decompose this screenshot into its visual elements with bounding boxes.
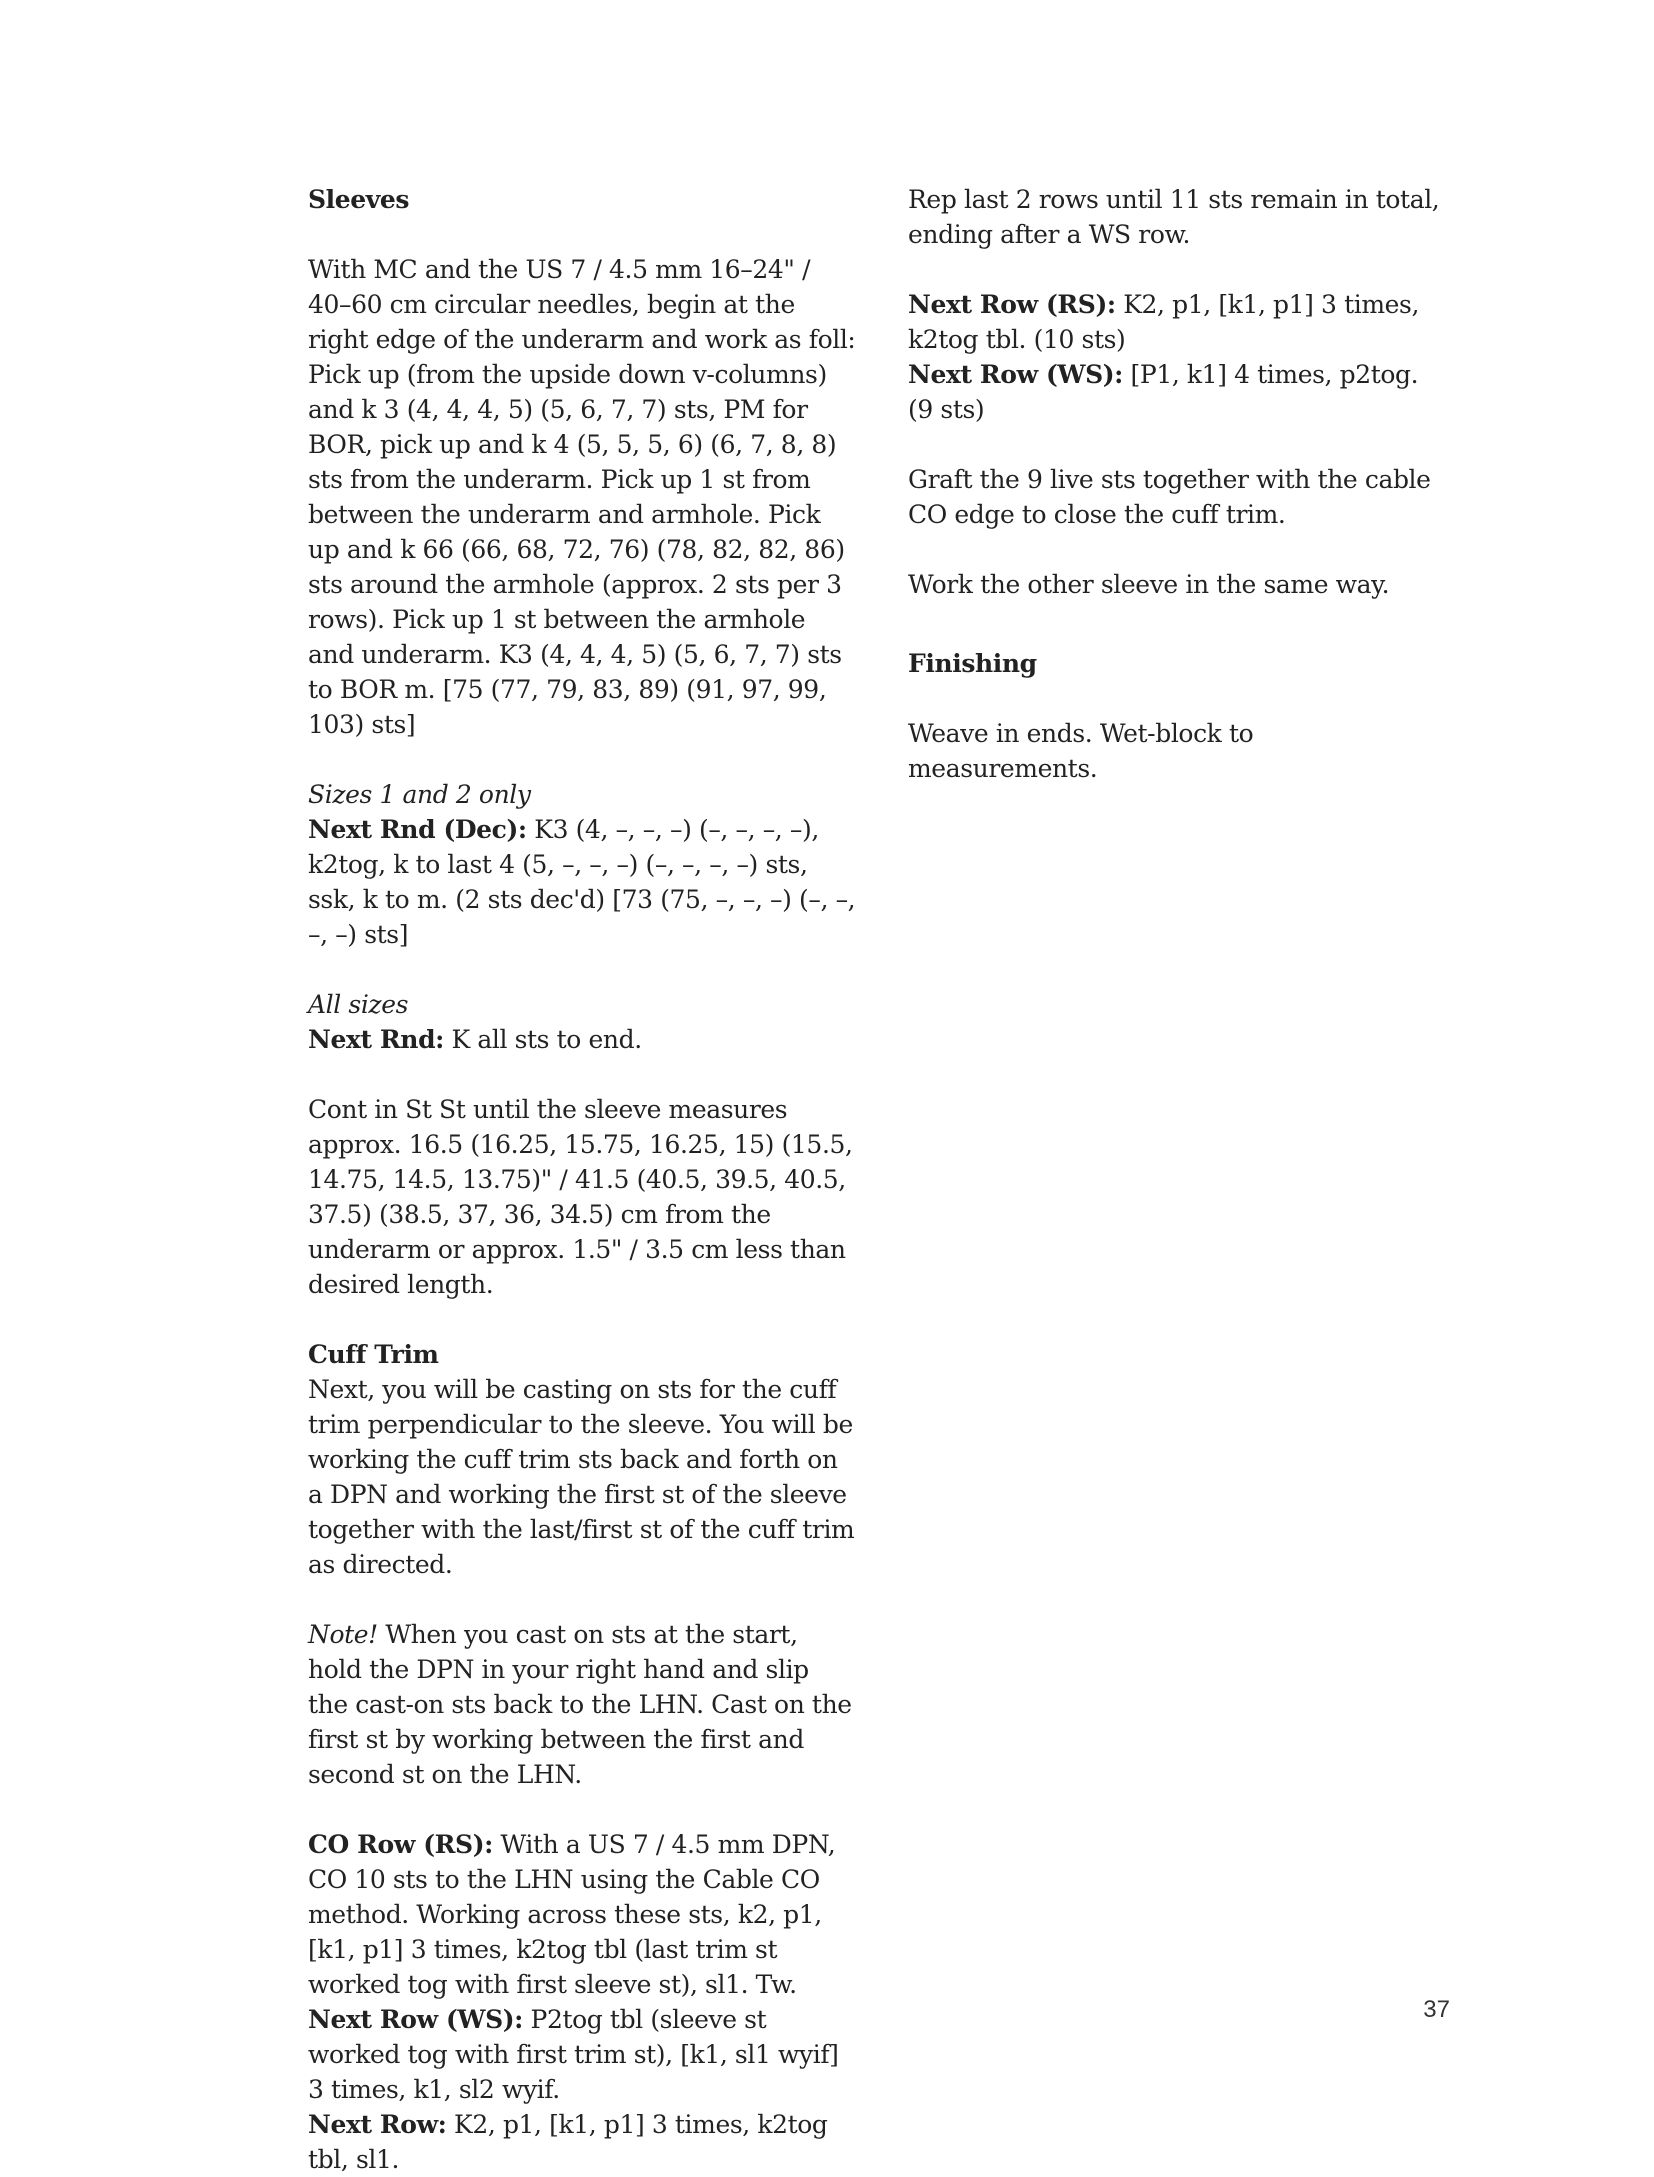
next-round-lead: Next Rnd: [308, 1025, 444, 1054]
right-column [908, 182, 1448, 786]
dec-round-text: K3 (4, –, –, –) (–, –, –, –), k2tog, k to last 4 (5, –, –, –) (–, –, –, –) sts, ssk, k to m. (2 sts dec'd) [73 (75, –, –, –) (–, –, –, –) sts] [308, 815, 856, 949]
finishing-heading: Finishing [908, 649, 1037, 678]
ws-row [308, 2002, 856, 2107]
left-column [308, 182, 856, 2177]
graft-instructions: Graft the 9 live sts together with the cable CO edge to close the cuff trim. [908, 465, 1431, 529]
co-row [308, 1827, 856, 2002]
finishing-text: Weave in ends. Wet-block to measurements. [908, 719, 1254, 783]
all-sizes-label: All sizes [308, 990, 409, 1019]
rs-row [908, 287, 1448, 357]
ws-row-2-lead: Next Row (WS): [908, 360, 1124, 389]
note-paragraph [308, 1617, 856, 1792]
co-row-text: With a US 7 / 4.5 mm DPN, CO 10 sts to the LHN using the Cable CO method. Working across these sts, k2, p1, [k1, p1] 3 times, k2tog tbl (last trim st worked tog with first sleeve st), sl1. Tw. [308, 1830, 836, 1999]
ws-row-2 [908, 357, 1448, 427]
cuff-trim-heading: Cuff Trim [308, 1340, 439, 1369]
note-lead: Note! [308, 1620, 378, 1649]
next-round [308, 1022, 856, 1057]
dec-round-lead: Next Rnd (Dec): [308, 815, 527, 844]
rs-row-lead: Next Row (RS): [908, 290, 1116, 319]
continue-instructions: Cont in St St until the sleeve measures approx. 16.5 (16.25, 15.75, 16.25, 15) (15.5, 14.75, 14.5, 13.75)" / 41.5 (40.5, 39.5, 40.5, 37.5) (38.5, 37, 36, 34.5) cm from the underarm or approx. 1.5" / 3.5 cm less than desired length. [308, 1095, 853, 1299]
next-row-lead: Next Row: [308, 2110, 447, 2139]
ws-row-text: P2tog tbl (sleeve st worked tog with first trim st), [k1, sl1 wyif] 3 times, k1, sl2 wyif. [308, 2005, 839, 2104]
ws-row-lead: Next Row (WS): [308, 2005, 524, 2034]
co-row-lead: CO Row (RS): [308, 1830, 493, 1859]
sleeves-intro: With MC and the US 7 / 4.5 mm 16–24" / 40–60 cm circular needles, begin at the right edge of the underarm and work as foll: [308, 255, 856, 354]
note-text: When you cast on sts at the start, hold the DPN in your right hand and slip the cast-on sts back to the LHN. Cast on the first st by working between the first and second st on the LHN. [308, 1620, 852, 1789]
dec-round [308, 812, 856, 952]
ws-row-2-text: [P1, k1] 4 times, p2tog. (9 sts) [908, 360, 1419, 424]
page-number: 37 [1423, 1996, 1450, 2023]
sleeves-heading: Sleeves [308, 185, 410, 214]
rs-row-text: K2, p1, [k1, p1] 3 times, k2tog tbl. (10 sts) [908, 290, 1420, 354]
sizes-label: Sizes 1 and 2 only [308, 780, 531, 809]
other-sleeve-text: Work the other sleeve in the same way. [908, 570, 1390, 599]
cuff-trim-text: Next, you will be casting on sts for the cuff trim perpendicular to the sleeve. You will be working the cuff trim sts back and forth on a DPN and working the first st of the sleeve together with the last/first st of the cuff trim as directed. [308, 1375, 855, 1579]
next-round-text: K all sts to end. [443, 1025, 642, 1054]
next-row-text: K2, p1, [k1, p1] 3 times, k2tog tbl, sl1. [308, 2110, 828, 2174]
repeat-instructions: Rep last 2 rows until 11 sts remain in total, ending after a WS row. [908, 185, 1440, 249]
pickup-instructions: Pick up (from the upside down v-columns) and k 3 (4, 4, 4, 5) (5, 6, 7, 7) sts, PM for BOR, pick up and k 4 (5, 5, 5, 6) (6, 7, 8, 8) sts from the underarm. Pick up 1 st from between the underarm and armhole. Pick up and k 66 (66, 68, 72, 76) (78, 82, 82, 86) sts around the armhole (approx. 2 sts per 3 rows). Pick up 1 st between the armhole and underarm. K3 (4, 4, 4, 5) (5, 6, 7, 7) sts to BOR m. [75 (77, 79, 83, 89) (91, 97, 99, 103) sts] [308, 360, 845, 739]
